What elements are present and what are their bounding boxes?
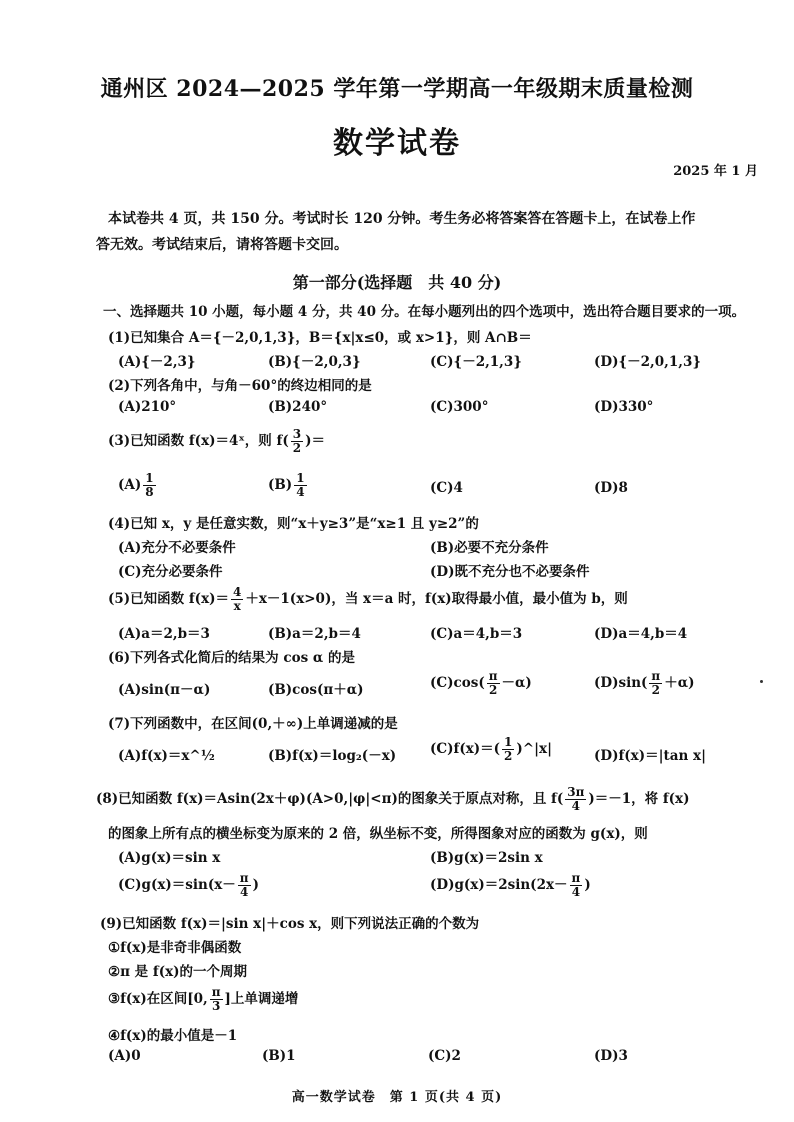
question-9-statement-1: ①f(x)是非奇非偶函数: [108, 940, 242, 956]
question-2-stem: (2)下列各角中，与角－60°的终边相同的是: [108, 378, 372, 394]
option-fraction: [143, 472, 155, 499]
question-9-option-d: (D)3: [594, 1048, 628, 1064]
question-7-option-d: (D)f(x)＝|tan x|: [594, 748, 706, 764]
question-8-option-a: (A)g(x)＝sin x: [118, 850, 221, 866]
question-2-option-c: (C)300°: [430, 399, 489, 415]
question-4-option-a: (A)充分不必要条件: [118, 540, 236, 556]
option-fraction: [649, 670, 662, 697]
option-prefix: (C)cos(: [430, 675, 485, 691]
question-8-stem-line-2: 的图象上所有点的横坐标变为原来的 2 倍，纵坐标不变，所得图象对应的函数为 g(x)，则: [108, 826, 648, 842]
question-6-stem: (6)下列各式化简后的结果为 cos α 的是: [108, 650, 355, 666]
option-prefix: (D)sin(: [594, 675, 648, 691]
question-4-stem: (4)已知 x，y 是任意实数，则“x＋y≥3”是“x≥1 且 y≥2”的: [108, 516, 479, 532]
question-9-option-b: (B)1: [262, 1048, 296, 1064]
question-5-option-d: (D)a＝4,b＝4: [594, 626, 688, 642]
option-suffix: ): [252, 877, 259, 893]
fraction-denominator: 4: [239, 885, 249, 899]
option-suffix: ＋α): [664, 675, 695, 691]
exam-subtitle: 数学试卷: [333, 126, 461, 161]
question-8-option-d: [430, 872, 591, 899]
statement-fraction: [210, 986, 223, 1013]
question-2-option-a: (A)210°: [118, 399, 177, 415]
option-prefix: (D)g(x)＝2sin(2x－: [430, 877, 568, 893]
question-8-stem: [96, 786, 690, 813]
question-3-stem-post: )＝: [305, 433, 325, 449]
question-7-stem: (7)下列函数中，在区间(0,＋∞)上单调递减的是: [108, 716, 398, 732]
fraction-numerator: 3π: [567, 785, 585, 799]
fraction-denominator: 2: [651, 683, 660, 697]
fraction-numerator: π: [211, 985, 221, 999]
question-5-stem-pre: (5)已知函数 f(x)＝: [108, 591, 229, 607]
option-suffix: －α): [501, 675, 532, 691]
question-5-option-c: (C)a＝4,b＝3: [430, 626, 523, 642]
fraction-denominator: 4: [571, 885, 581, 899]
question-7-option-b: (B)f(x)＝log₂(－x): [268, 748, 397, 764]
question-6-option-b: (B)cos(π＋α): [268, 682, 364, 698]
option-fraction: [487, 670, 500, 697]
question-5-option-a: (A)a＝2,b＝3: [118, 626, 210, 642]
exam-title: 通州区 2024—2025 学年第一学期高一年级期末质量检测: [100, 76, 694, 102]
question-2-option-b: (B)240°: [268, 399, 328, 415]
question-9-option-c: (C)2: [428, 1048, 461, 1064]
question-3-option-a: [118, 472, 158, 499]
fraction-numerator: 1: [296, 471, 305, 485]
question-4-option-b: (B)必要不充分条件: [430, 540, 549, 556]
question-8-option-b: (B)g(x)＝2sin x: [430, 850, 543, 866]
question-7-option-a: (A)f(x)＝x^½: [118, 748, 215, 764]
option-prefix: (C)f(x)＝(: [430, 741, 501, 757]
fraction-denominator: 4: [296, 485, 305, 499]
question-1-option-a: (A){－2,3}: [118, 354, 196, 370]
question-5-fraction: [231, 586, 243, 613]
exam-notice: [96, 206, 760, 258]
question-4-option-c: (C)充分必要条件: [118, 564, 223, 580]
fraction-numerator: 1: [504, 735, 513, 749]
fraction-numerator: π: [571, 871, 581, 885]
fraction-denominator: 2: [292, 441, 302, 455]
fraction-denominator: 2: [488, 683, 498, 697]
question-7-option-c: [430, 736, 552, 763]
question-5-stem-post: ＋x－1(x>0)，当 x＝a 时，f(x)取得最小值，最小值为 b，则: [245, 591, 628, 607]
section-intro: 一、选择题共 10 小题，每小题 4 分，共 40 分。在每小题列出的四个选项中，选出符合题目要求的一项。: [103, 304, 746, 320]
option-prefix: (A): [118, 477, 142, 493]
fraction-numerator: π: [488, 669, 498, 683]
fraction-numerator: 4: [233, 585, 242, 599]
question-3-stem-pre: (3)已知函数 f(x)＝4ˣ，则 f(: [108, 433, 289, 449]
fraction-denominator: 4: [571, 799, 580, 813]
question-4-option-d: (D)既不充分也不必要条件: [430, 564, 590, 580]
option-fraction: [294, 472, 306, 499]
statement-suffix: ]上单调递增: [224, 991, 299, 1007]
question-5-option-b: (B)a＝2,b＝4: [268, 626, 361, 642]
question-1-stem: (1)已知集合 A＝{－2,0,1,3}，B＝{x|x≤0，或 x>1}，则 A∩B＝: [108, 330, 532, 346]
option-fraction: [502, 736, 514, 763]
question-1-option-b: (B){－2,0,3}: [268, 354, 361, 370]
fraction-denominator: 8: [145, 485, 154, 499]
question-6-option-d: [594, 670, 695, 697]
question-5-stem: [108, 586, 628, 613]
option-suffix: ): [584, 877, 591, 893]
question-3-option-b: [268, 472, 309, 499]
exam-date: 2025 年 1 月: [673, 164, 758, 179]
question-8-option-c: [118, 872, 259, 899]
option-prefix: (B): [268, 477, 293, 493]
question-8-stem-post: )＝－1，将 f(x): [588, 791, 690, 807]
question-1-option-d: (D){－2,0,1,3}: [594, 354, 702, 370]
question-3-fraction: [291, 428, 303, 455]
question-9-statement-3: [108, 986, 298, 1013]
question-8-stem-pre: (8)已知函数 f(x)＝Asin(2x＋φ)(A>0,|φ|<π)的图象关于原点对称，且 f(: [96, 791, 564, 807]
question-2-option-d: (D)330°: [594, 399, 654, 415]
statement-prefix: ③f(x)在区间[0,: [108, 991, 208, 1007]
fraction-numerator: π: [651, 669, 661, 683]
scan-speck: [760, 680, 763, 683]
question-9-statement-2: ②π 是 f(x)的一个周期: [108, 964, 248, 980]
question-3-stem: [108, 428, 325, 455]
option-fraction: [570, 872, 583, 899]
fraction-denominator: x: [233, 599, 241, 613]
fraction-denominator: 2: [504, 749, 513, 763]
notice-line-2: 答无效。考试结束后，请将答题卡交回。: [96, 237, 348, 253]
fraction-numerator: π: [239, 871, 249, 885]
question-8-fraction: [565, 786, 586, 813]
question-6-option-c: [430, 670, 532, 697]
fraction-numerator: 1: [145, 471, 154, 485]
fraction-numerator: 3: [292, 427, 302, 441]
notice-line-1: 本试卷共 4 页，共 150 分。考试时长 120 分钟。考生务必将答案答在答题卡上，在试卷上作: [108, 211, 696, 227]
fraction-denominator: 3: [211, 999, 221, 1013]
question-1-option-c: (C){－2,1,3}: [430, 354, 522, 370]
option-suffix: )^|x|: [516, 741, 552, 757]
option-fraction: [238, 872, 251, 899]
part-title: 第一部分(选择题 共 40 分): [292, 273, 502, 292]
question-9-statement-4: ④f(x)的最小值是－1: [108, 1028, 238, 1044]
option-prefix: (C)g(x)＝sin(x－: [118, 877, 236, 893]
question-3-option-c: (C)4: [430, 480, 463, 496]
question-9-stem: (9)已知函数 f(x)＝|sin x|＋cos x，则下列说法正确的个数为: [100, 916, 480, 932]
question-6-option-a: (A)sin(π－α): [118, 682, 211, 698]
page-footer: 高一数学试卷 第 1 页(共 4 页): [291, 1090, 503, 1105]
question-3-option-d: (D)8: [594, 480, 628, 496]
question-9-option-a: (A)0: [108, 1048, 141, 1064]
